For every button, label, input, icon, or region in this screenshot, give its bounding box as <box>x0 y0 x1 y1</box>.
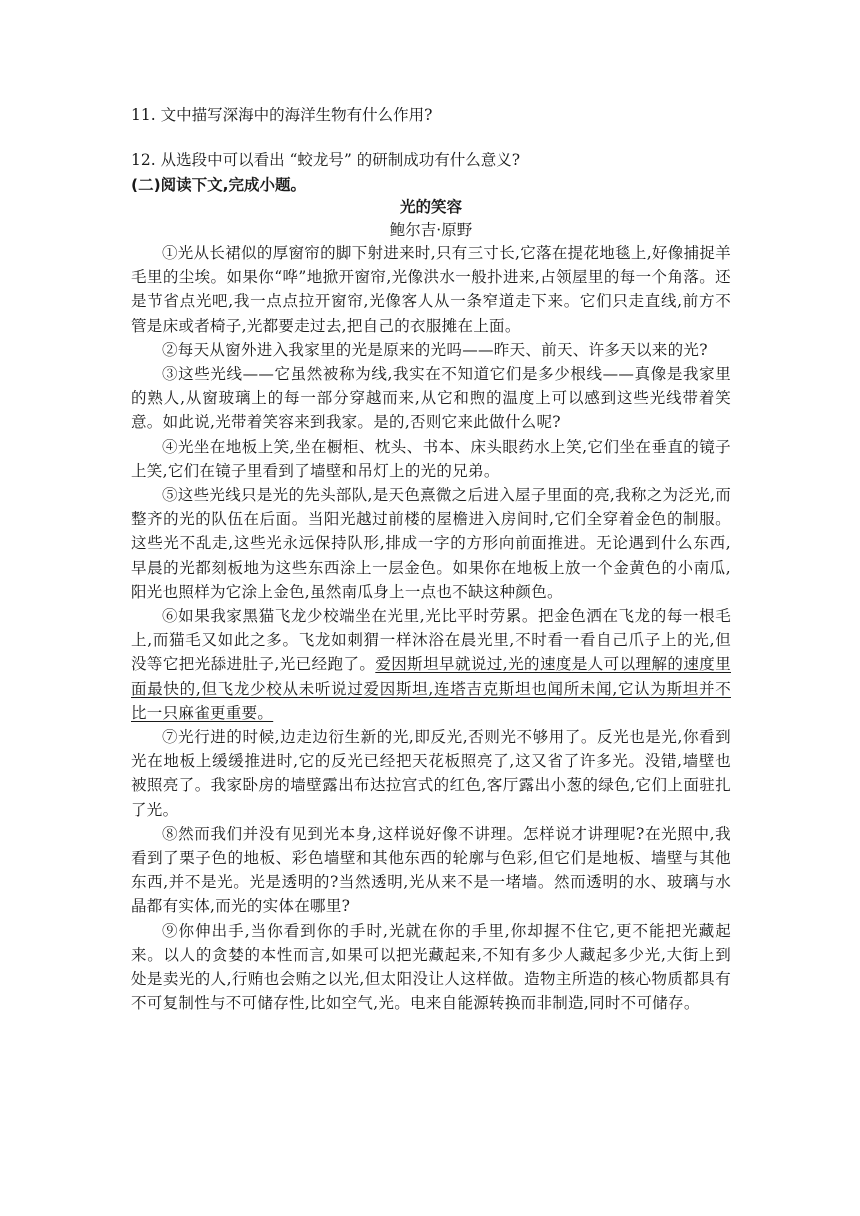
section-heading: (二)阅读下文,完成小题。 <box>131 176 307 194</box>
question-12: 12. 从选段中可以看出 “蛟龙号” 的研制成功有什么意义? <box>131 151 521 169</box>
paragraph-5: ⑤这些光线只是光的先头部队,是天色熹微之后进入屋子里面的亮,我称之为泛光,而整齐的光的队伍在后面。当阳光越过前楼的屋檐进入房间时,它们全穿着金色的制服。这些光不乱走,这些光永远保持队形,排成一字的方形向前面推进。无论遇到什么东西,早晨的光都刻板地为这些东西涂上一层金色。如果你在地板上放一个金黄色的小南瓜,阳光也照样为它涂上金色,虽然南瓜身上一点也不缺这种颜色。 <box>131 486 731 601</box>
article-title: 光的笑容 <box>399 198 462 216</box>
article-author: 鲍尔吉·原野 <box>389 221 473 239</box>
paragraph-4: ④光坐在地板上笑,坐在橱柜、枕头、书本、床头眼药水上笑,它们坐在垂直的镜子上笑,它们在镜子里看到了墙壁和吊灯上的光的兄弟。 <box>131 437 731 480</box>
article-body <box>131 241 731 1016</box>
paragraph-8: ⑧然而我们并没有见到光本身,这样说好像不讲理。怎样说才讲理呢?在光照中,我看到了栗子色的地板、彩色墙壁和其他东西的轮廓与色彩,但它们是地板、墙壁与其他东西,并不是光。光是透明的?当然透明,光从来不是一堵墙。然而透明的水、玻璃与水晶都有实体,而光的实体在哪里? <box>131 824 731 916</box>
question-11: 11. 文中描写深海中的海洋生物有什么作用? <box>131 106 433 124</box>
paragraph-9: ⑨你伸出手,当你看到你的手时,光就在你的手里,你却握不住它,更不能把光藏起来。以人的贪婪的本性而言,如果可以把光藏起来,不知有多少人藏起多少光,大街上到处是卖光的人,行贿也会贿之以光,但太阳没让人这样做。造物主所造的核心物质都具有不可复制性与不可储存性,比如空气,光。电来自能源转换而非制造,同时不可储存。 <box>131 921 731 1013</box>
underlined-sentence: 爱因斯坦早就说过,光的速度是人可以理解的速度里面最快的,但飞龙少校从未听说过爱因斯坦,连塔吉克斯坦也闻所未闻,它认为斯坦并不比一只麻雀更重要。 <box>131 655 731 722</box>
paragraph-1: ①光从长裙似的厚窗帘的脚下射进来时,只有三寸长,它落在提花地毯上,好像捕捉羊毛里的尘埃。如果你“哗”地掀开窗帘,光像洪水一般扑进来,占领屋里的每一个角落。还是节省点光吧,我一点点拉开窗帘,光像客人从一条窄道走下来。它们只走直线,前方不管是床或者椅子,光都要走过去,把自己的衣服摊在上面。 <box>131 244 731 335</box>
paragraph-6-text: ⑥如果我家黑猫飞龙少校端坐在光里,光比平时劳累。把金色洒在飞龙的每一根毛上,而猫毛又如此之多。飞龙如刺猬一样沐浴在晨光里,不时看一看自己爪子上的光,但没等它把光舔进肚子,光已经跑了。 <box>131 607 731 674</box>
paragraph-2: ②每天从窗外进入我家里的光是原来的光吗——昨天、前天、许多天以来的光? <box>162 340 708 359</box>
paragraph-7: ⑦光行进的时候,边走边衍生新的光,即反光,否则光不够用了。反光也是光,你看到光在地板上缓缓推进时,它的反光已经把天花板照亮了,这又省了许多光。没错,墙壁也被照亮了。我家卧房的墙壁露出布达拉宫式的红色,客厅露出小葱的绿色,它们上面驻扎了光。 <box>131 728 731 819</box>
paragraph-3: ③这些光线——它虽然被称为线,我实在不知道它们是多少根线——真像是我家里的熟人,从窗玻璃上的每一部分穿越而来,从它和煦的温度上可以感到这些光线带着笑意。如此说,光带着笑容来到我家。是的,否则它来此做什么呢? <box>131 365 731 432</box>
paragraph-6 <box>131 604 731 725</box>
